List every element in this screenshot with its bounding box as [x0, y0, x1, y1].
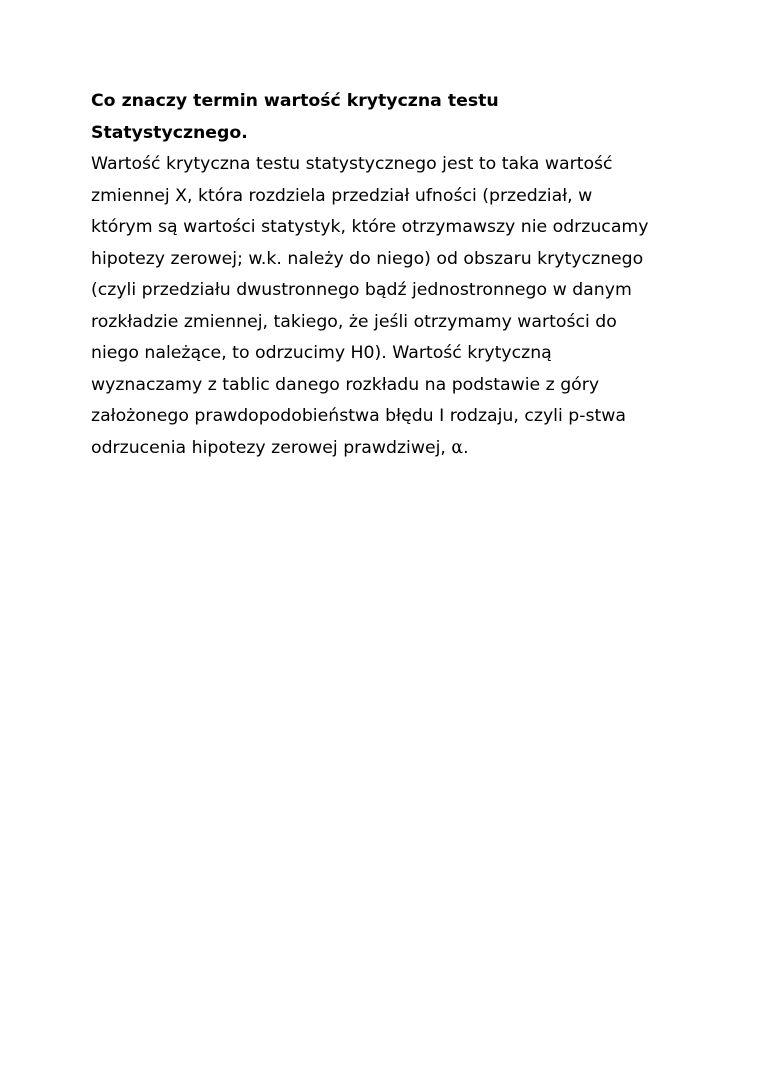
- body-line: wyznaczamy z tablic danego rozkładu na podstawie z góry: [91, 374, 600, 395]
- document-heading: [91, 86, 681, 149]
- heading-line: Statystycznego.: [91, 122, 248, 143]
- heading-line: Co znaczy termin wartość krytyczna testu: [91, 91, 499, 111]
- alpha-symbol: α: [451, 437, 464, 458]
- body-paragraph: [91, 149, 681, 464]
- body-line-last: [91, 433, 681, 465]
- body-line-text: odrzucenia hipotezy zerowej prawdziwej,: [91, 437, 452, 458]
- body-line: hipotezy zerowej; w.k. należy do niego) od obszaru krytycznego: [91, 248, 644, 269]
- body-line: założonego prawdopodobieństwa błędu I rodzaju, czyli p-stwa: [91, 406, 626, 426]
- body-line: którym są wartości statystyk, które otrzymawszy nie odrzucamy: [91, 217, 649, 237]
- body-line: (czyli przedziału dwustronnego bądź jednostronnego w danym: [91, 280, 632, 300]
- final-period: .: [463, 437, 469, 458]
- document-content: [91, 86, 681, 464]
- body-line: rozkładzie zmiennej, takiego, że jeśli otrzymamy wartości do: [91, 311, 617, 332]
- body-line: Wartość krytyczna testu statystycznego jest to taka wartość: [91, 154, 613, 174]
- body-line: zmiennej X, która rozdziela przedział ufności (przedział, w: [91, 185, 593, 206]
- body-line: niego należące, to odrzucimy H0). Wartość krytyczną: [91, 343, 552, 363]
